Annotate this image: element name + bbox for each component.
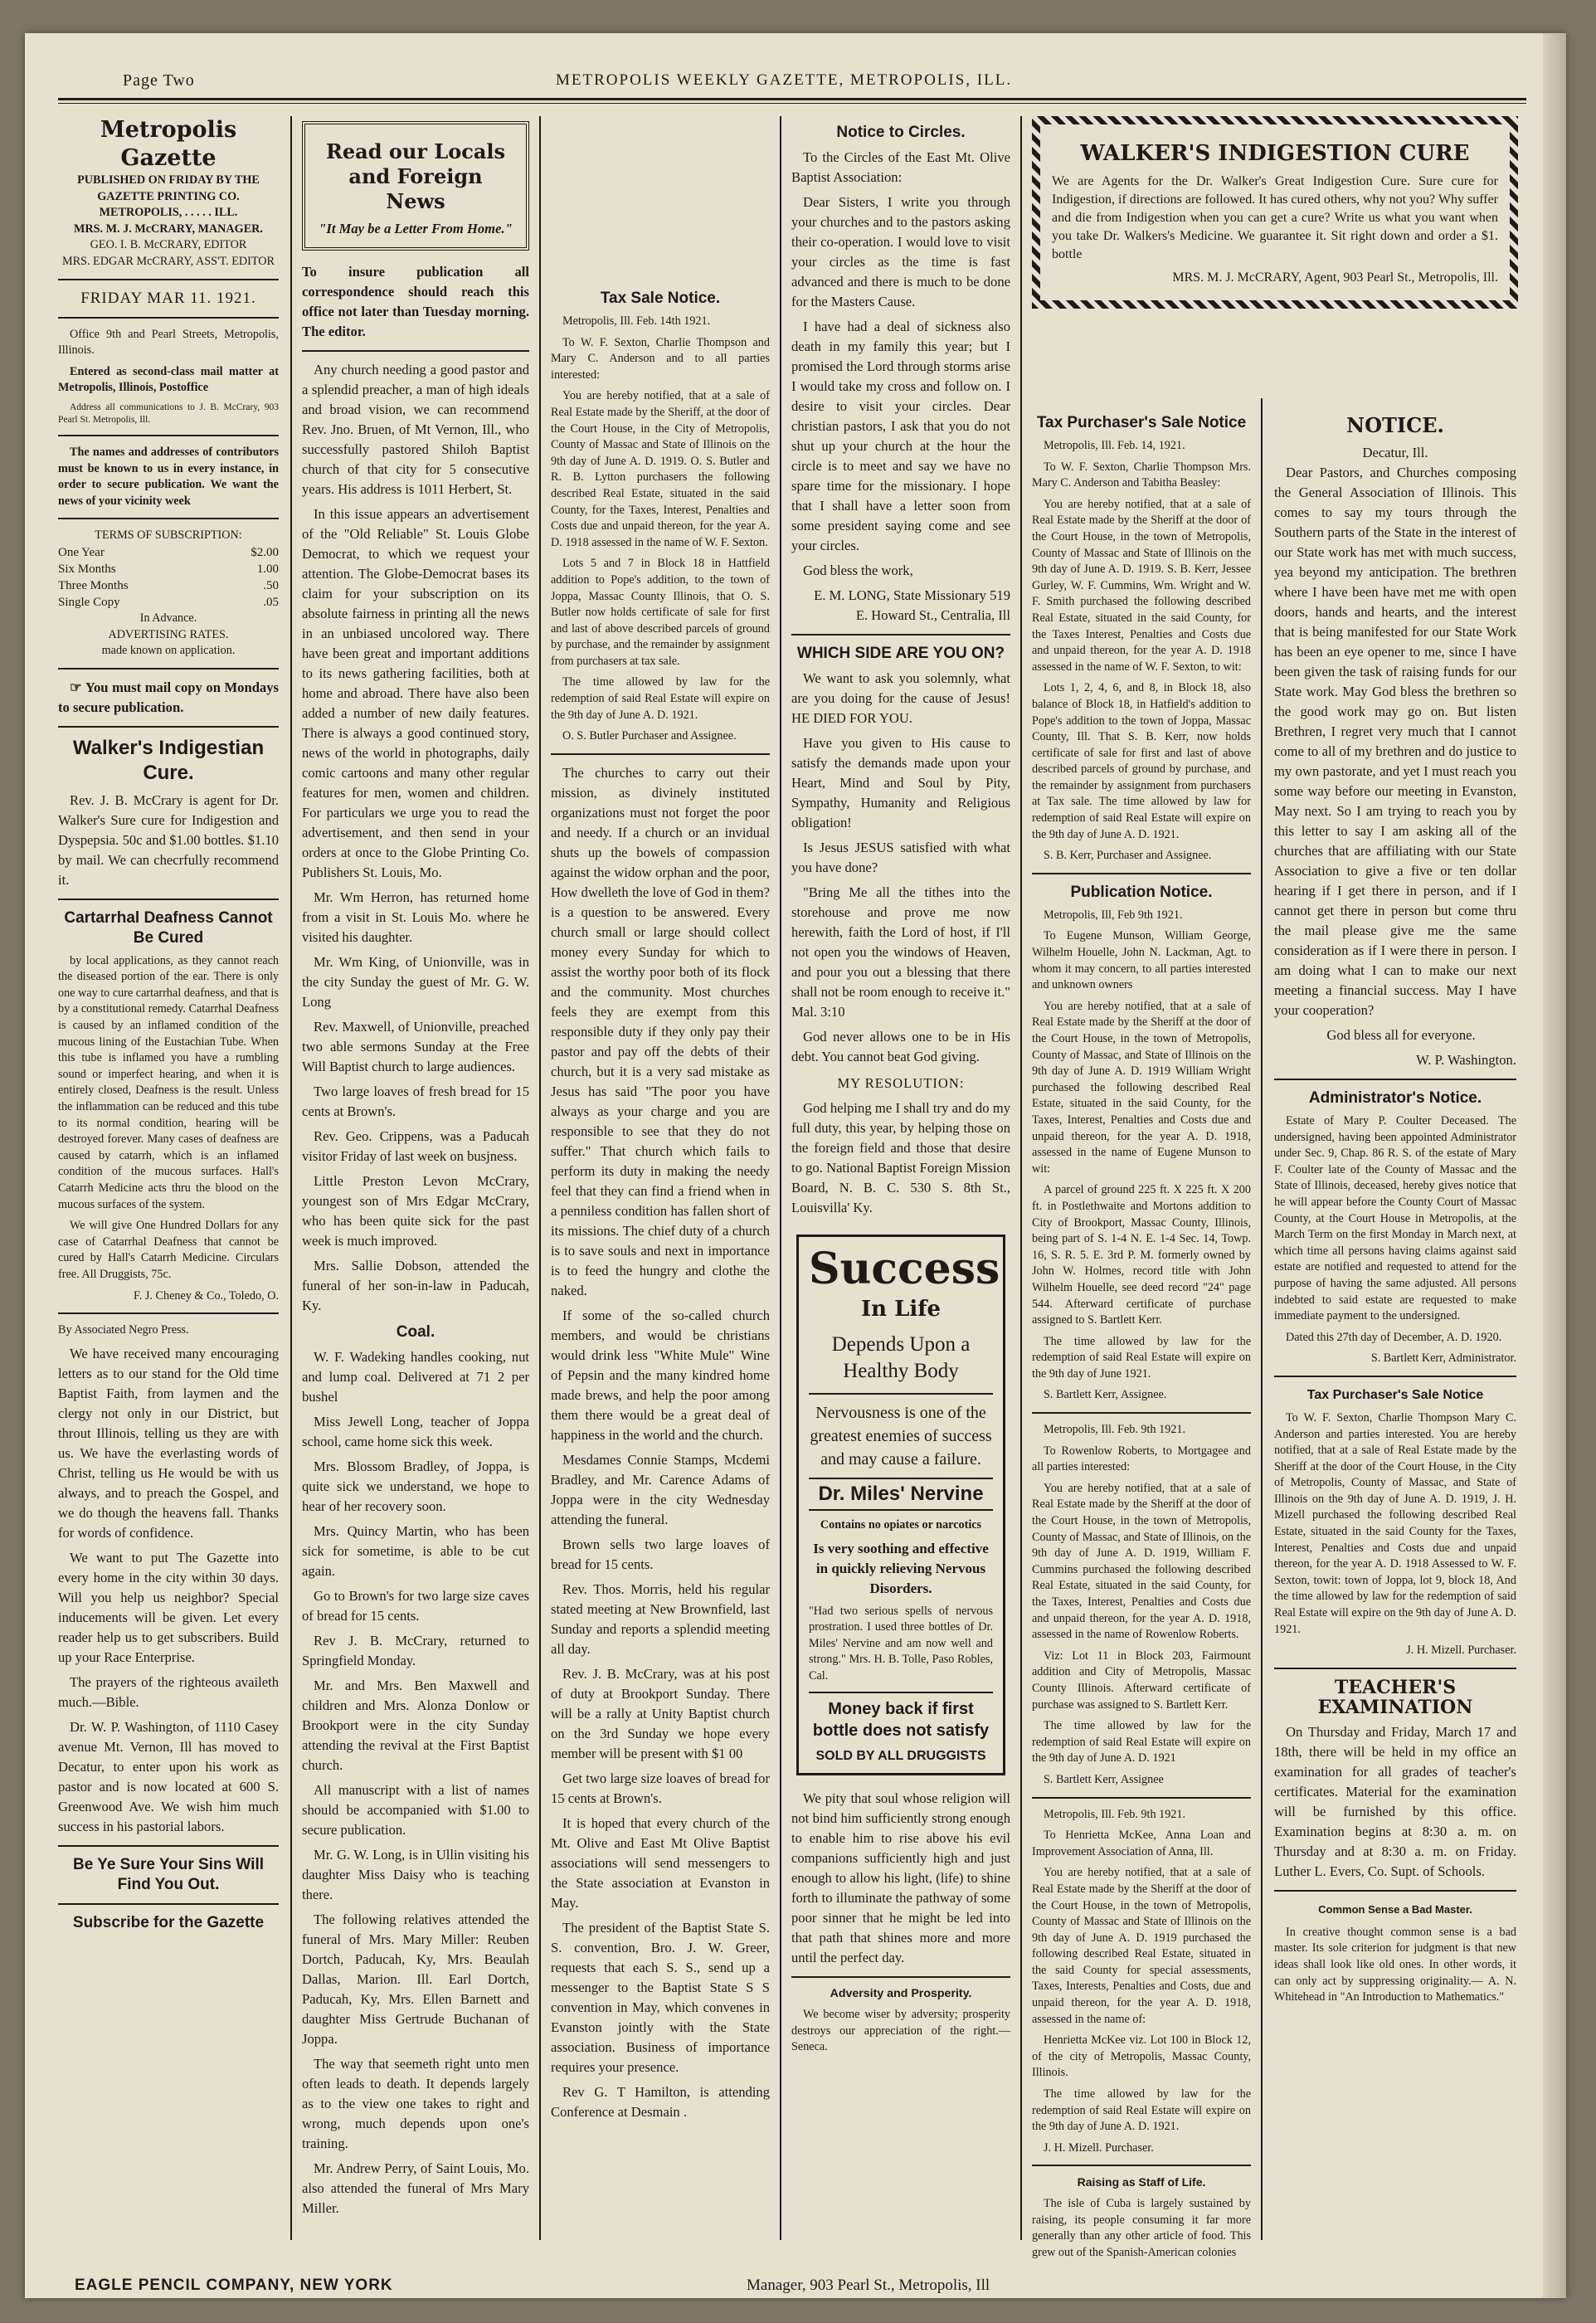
paragraph: You are hereby notified, that at a sale of Real Estate made by the Sheriff at the door of the Court House, in the town of Metropolis, County of Massac, and State of Illinois on the 9th day of June A. D. 1919 William Wright purchased the following described Real Estate, situated in the said County, for the Taxes, Interest, Penalties and Costs due and unpaid thereon, for the year A. D. 1918, assessed in the name of Eugene Munson to wit:: [1032, 999, 1251, 1176]
column-5: [1032, 407, 1252, 2259]
masthead-manager: MRS. M. J. McCRARY, MANAGER.: [74, 222, 263, 236]
masthead-published: PUBLISHED ON FRIDAY BY THE GAZETTE PRINTING CO.: [77, 173, 260, 203]
paragraph: To Henrietta McKee, Anna Loan and Improvement Association of Anna, Ill.: [1032, 1829, 1251, 1858]
notice-sig: W. P. Washington.: [1416, 1052, 1516, 1068]
terms-label: Six Months: [58, 562, 116, 576]
nervine-ad-money: Money back if first bottle does not satisfy: [809, 1692, 993, 1741]
paragraph: Rev J. B. McCrary, returned to Springfield Monday.: [302, 1633, 529, 1668]
comm-address: Address all communications to J. B. McCrary, 903 Pearl St. Metropolis, Ill.: [58, 402, 279, 425]
paragraph: Viz: Lot 11 in Block 203, Fairmount addition and City of Metropolis, Massac County Illinois. Afterward certificate of purchase was assigned to S. Bartlett Kerr.: [1032, 1649, 1251, 1712]
paragraph: Two large loaves of fresh bread for 15 cents at Brown's.: [302, 1084, 529, 1119]
paragraph: I have had a deal of sickness also death in my family this year; but I promised the Lord through storms arise I would take my cross and follow on. I desire to visit your circles. Dear christian pastors, I ask that you do not shut up your church at the hour the circle is to meet and say we have no spare time for the missionary. I hope that I shall have a letter soon from some president saying come and see your circles.: [791, 319, 1010, 553]
col2-paragraphs: [302, 360, 529, 1316]
terms-price: $2.00: [251, 545, 279, 559]
tps2-sig: J. H. Mizell. Purchaser.: [1406, 1644, 1516, 1658]
which-side-title: WHICH SIDE ARE YOU ON?: [796, 645, 1005, 662]
mail-note: ☞ You must mail copy on Mondays to secure publication.: [58, 679, 279, 715]
paragraph: The churches to carry out their mission, as divinely instituted organizations must not forget the poor and needy. If a church or an invidual shuts up the bowels of compassion against the widow orphan and the poor, How dwelleth the love of God in them? is a question to be answered. Every church small or large should collect money every Sunday for which to assist the worthy poor both of its flock and the community. Most churches feels they are exempt from this responsible duty if they only pay their pastor and pay off the debts of their church, but it is a very sad mistake as Jesus has said "The poor you have always as your charge and you are responsible to see that they do not suffer." That church which fails to perform its duty in making the needy feel that they can find a friend when in a penniless condition has fallen short of its missions. The chief duty of a church is to save souls and next in importance is to feed the hungry and clothe the naked.: [551, 764, 770, 1298]
paragraph: S. B. Kerr, Purchaser and Assignee.: [1044, 849, 1212, 863]
publication-body: [1032, 908, 1251, 1404]
teacher-body: On Thursday and Friday, March 17 and 18th, there will be held in my office an examination for all grades of teacher's certificates. Material for the examination will be furnished by this office. Examination begins at 8:30 a. m. on Thursday and at 8:30 a. m. on Friday. Luther L. Evers, Co. Supt. of Schools.: [1274, 1723, 1516, 1879]
nervine-ad: [796, 1235, 1005, 1775]
notice-body: Dear Pastors, and Churches composing the General Association of Illinois. This comes to say my tours through the Southern parts of the State in the interest of our State work has met with much success, yea beyond my anticipation. The brethren where I have been have met me with open doors, hands and hearts, and the interest that is being manifested for our State Work has been an eye opener to me, since I have been given the task of raising funds for our State work. May God bless the brethren so the good work may go on. But listen Brethren, I regret very much that I cannot come to all of my brethren and do justice to my own pastorate, and yet I must reach you some way before our meeting in Evanston, May next. So I am trying to reach you by this letter to say I am asking all of the churches that are affiliating with our State Association to give a five or ten dollar hearing if I get there in person, and if I cannot get there in person but come thru the mail please give me the same consideration as if I were there in person. I am doing what I can to make our next meeting a financial success. May I have your cooperation?: [1274, 465, 1516, 1018]
paragraph: It is hoped that every church of the Mt. Olive and East Mt Olive Baptist associations will send messengers to the State association at Evanston in May.: [551, 1814, 770, 1911]
paragraph: The following relatives attended the funeral of Mrs. Mary Miller: Reuben Dortch, Paducah, Ky, Mrs. Beaulah Dallas, Marion. Ill. Earl Dortch, Paducah, Ky, Mrs. Ellen Barnett and daughter Miss Gertrude Buchanan of Joppa.: [302, 1911, 529, 2047]
paragraph: O. S. Butler Purchaser and Assignee.: [562, 729, 737, 743]
column-rule: [1261, 398, 1263, 2240]
paragraph: Mrs. Blossom Bradley, of Joppa, is quite sick we understand, we hope to hear of her recovery soon.: [302, 1459, 529, 1514]
paragraph: To W. F. Sexton, Charlie Thompson Mrs. Mary C. Anderson and Tabitha Beasley:: [1032, 460, 1251, 490]
issue-date: FRIDAY MAR 11. 1921.: [80, 289, 256, 307]
paragraph: Metropolis, Ill, Feb 9th 1921.: [1044, 908, 1183, 922]
newspaper-page: [25, 33, 1566, 2298]
paragraph: S. Bartlett Kerr, Assignee: [1044, 1772, 1164, 1786]
column-rule: [1020, 116, 1022, 2240]
paragraph: God bless the work,: [803, 562, 913, 578]
pity-para: We pity that soul whose religion will not bind him sufficiently strong enough to enable him to rise above his evil companions sufficiently high and just enough to allow his light, (life) to shine forth to illuminate the pathway of some poor sinner that he might be led into that path that shines more and more until the perfect day.: [791, 1790, 1010, 1965]
paragraph: God never allows one to be in His debt. You cannot beat God giving.: [791, 1029, 1010, 1064]
column-1: [58, 116, 279, 2207]
circles-body: [791, 148, 1010, 581]
adv-rates-note: made known on application.: [101, 644, 236, 658]
paragraph: Rev. Thos. Morris, held his regular stated meeting at New Brownfield, last Sunday and reports a splendid meeting all day.: [551, 1580, 770, 1657]
paragraph: Mrs. Quincy Martin, who has been sick for sometime, is able to be cut again.: [302, 1523, 529, 1579]
walker-banner-title: WALKER'S INDIGESTION CURE: [1080, 141, 1470, 166]
admin-sig: S. Bartlett Kerr, Administrator.: [1370, 1351, 1516, 1366]
names-note: The names and addresses of contributors must be known to us in every instance, in order to secure publication. We want the news of your vicinity week: [58, 445, 279, 508]
newspaper-title: METROPOLIS WEEKLY GAZETTE, METROPOLIS, ILL.: [556, 71, 1013, 89]
header-rule-thin: [58, 103, 1526, 104]
terms-label: Three Months: [58, 578, 129, 592]
paragraph: If some of the so-called church members, and would be christians would drink less "White Mule" Wine of Pepsin and the many kindred home made brews, and help the poor among them there would be a great deal of happiness in the world and the church.: [551, 1307, 770, 1443]
hand-pointer-icon: ☞: [70, 679, 82, 695]
col3-paragraphs: [551, 763, 770, 2122]
terms-row: [58, 544, 279, 561]
paragraph: You are hereby notified, that at a sale of Real Estate made by the Sheriff at the door of the Court House, in the town of Metropolis, County of Massac and State of Illinois on the 9th day of June A. D. 1919 purchased the following described Real Estate, situated in the said County for special assessments, Taxes, Interests, Penalties and Costs, due and unpaid thereon, for the year A. D. 1918, assessed in the name of:: [1032, 1866, 1251, 2026]
paragraph: Mr. Wm Herron, has returned home from a visit in St. Louis Mo. where he visited his daughter.: [302, 889, 529, 945]
paragraph: Mr. G. W. Long, is in Ullin visiting his daughter Miss Daisy who is teaching there.: [302, 1847, 529, 1902]
insure-note: To insure publication all correspondence should reach this office not later than Tuesday morning. The editor.: [302, 264, 529, 339]
resolution-body: God helping me I shall try and do my full duty, this year, by helping those on the foreign field and those that desire to go. National Baptist Foreign Mission Board, N. B. C. 530 S. 8th St., Louisvilla' Ky.: [791, 1100, 1010, 1215]
adversity-body: We become wiser by adversity; prosperity destroys our appreciation of the right.—Seneca.: [791, 2008, 1010, 2054]
paragraph: Any church needing a good pastor and a splendid preacher, a man of high ideals and broad vision, we can recommend Rev. Jno. Bruen, of Mt Vernon, Ill., who successfully pastored Shiloh Baptist church of that city for 5 consecutive years. His address is 1011 Herbert, St.: [302, 362, 529, 497]
common-sense-body: In creative thought common sense is a bad master. Its sole criterion for judgment is that new ideas shall look like old ones. In other words, it can only act by suppressing originality.— A. N. Whitehead in "An Introduction to Mathematics.": [1274, 1925, 1516, 2004]
which-side-body: [791, 669, 1010, 1067]
locals-sub: "It May be a Letter From Home.": [319, 221, 513, 236]
paragraph: You are hereby notified, that at a sale of Real Estate made by the Sheriff, at the door of the Court House, in the City of Metropolis, County of Massac and State of Illinois on the 9th day of June A. D. 1919. O. S. Butler and R. B. Lytton purchasers the following described Real Estate, situated in the said County, for the Taxes, Interest, Penalties and Costs due and unpaid thereon, for the year A. D. 1918 assessed in the name of W. F. Sexton.: [551, 389, 770, 549]
paragraph: Rev. Maxwell, of Unionville, preached two able sermons Sunday at the Free Will Baptist church to large audiences.: [302, 1019, 529, 1074]
deafness-sig: F. J. Cheney & Co., Toledo, O.: [134, 1288, 279, 1303]
paragraph: Brown sells two large loaves of bread for 15 cents.: [551, 1536, 770, 1572]
paragraph: In this issue appears an advertisement of the "Old Reliable" St. Louis Globe Democrat, to which we request your attention. The Globe-Democrat bases its claim for your subscription on its absolute fairness in printing all the news in an unbiased uncolored way. There have been great and important additions to its news gathering facilities, both at home and abroad. There have also been added a number of new daily features. There is always a good continued story, news of the world in photographs, daily comic cartoons and many other regular features for men, women and children. For particulars we urge you to read the advertisement, and then send in your orders at once to the Globe Printing Co. Publishers St. Louis, Mo.: [302, 506, 529, 880]
paragraph: Metropolis, Ill. Feb. 14, 1921.: [1044, 439, 1185, 452]
paragraph: Go to Brown's for two large size caves of bread for 15 cents.: [302, 1588, 529, 1624]
paragraph: Rev G. T Hamilton, is attending Conference at Desmain .: [551, 2083, 770, 2120]
nervine-ad-sub: In Life: [860, 1297, 941, 1322]
paragraph: You are hereby notified, that at a sale of Real Estate made by the Sheriff at the door of the Court House, in the town of Metropolis, County of Massac, and State of Illinois, on the 9th day of June A. D. 1919, William F. Cummins purchased the following described Real Estate, situated in the said County, for the Taxes, Interest, Penalties and Costs due and unpaid thereon, for the year A. D. 1918, assessed in the name of Rowenlow Roberts.: [1032, 1481, 1252, 1642]
adv-rates-title: ADVERTISING RATES.: [108, 627, 229, 641]
notice-title: NOTICE.: [1346, 413, 1444, 437]
page-edge: [1543, 33, 1566, 2298]
paragraph: Mesdames Connie Stamps, Mcdemi Bradley, and Mr. Carence Adams of Joppa were in the city Wednesday attending the funeral.: [551, 1451, 770, 1527]
walker-banner: [1032, 116, 1518, 309]
common-sense-title: Common Sense a Bad Master.: [1318, 1902, 1472, 1916]
terms-price: .50: [263, 578, 279, 592]
tps2-body: To W. F. Sexton, Charlie Thompson Mary C. Anderson and parties interested. You are hereby notified, that at a sale of Real Estate made by the Sheriff at the door of the Court House, in the City of Metropolis, County of Massac, and State of Illinois on the 9th day of June A. D. 1919, J. H. Mizell purchased the following described Real Estate, situated in the said County for the Taxes, Interest, Penalties and Costs due and unpaid thereon, for the year A. D. 1918 Assessed to W. F. Sexton, towit: town of Joppa, lot 9, block 18, And the time allowed by law for the redemption of said Real Estate will expire on the 9th day of June A. D. 1921.: [1274, 1410, 1516, 1636]
paragraph: S. Bartlett Kerr, Assignee.: [1044, 1388, 1167, 1402]
paragraph: Metropolis, Ill. Feb. 14th 1921.: [562, 314, 711, 328]
paragraph: Get two large size loaves of bread for 15 cents at Brown's.: [551, 1770, 770, 1806]
paragraph: The time allowed by law for the redemption of said Real Estate will expire on the 9th day of June 1921.: [1032, 1334, 1251, 1381]
col1-para: Dr. W. P. Washington, of 1110 Casey avenue Mt. Vernon, Ill has moved to Decatur, to enter upon his work as pastor and is now located at 600 S. Greenwood Ave. We wish him much success in his pastorial labors.: [58, 1718, 279, 1834]
page-footer: [25, 2270, 1566, 2298]
sins-slogan: Be Ye Sure Your Sins Will Find You Out.: [72, 1855, 265, 1893]
paragraph: The time allowed by law for the redemption of said Real Estate will expire on the 9th day of June A. D. 1921.: [551, 675, 770, 722]
subscribe-slogan: Subscribe for the Gazette: [72, 1913, 265, 1931]
terms-price: 1.00: [256, 562, 279, 576]
entered-note: Entered as second-class mail matter at Metropolis, Illinois, Postoffice: [58, 364, 279, 395]
coal-title: Coal.: [396, 1323, 435, 1341]
nervine-ad-body: Nervousness is one of the greatest enemies of success and may cause a failure.: [810, 1404, 992, 1468]
paragraph: The time allowed by law for the redemption of said Real Estate will expire on the 9th day of June A. D. 1921: [1032, 1719, 1251, 1765]
paragraph: Dear Sisters, I write you through your churches and to the pastors asking their co-operation. I would love to visit your circles as the time is fast advanced and there is much to be done for the Masters Cause.: [791, 194, 1010, 309]
notice-place: Decatur, Ill.: [1362, 445, 1428, 460]
paragraph: "Bring Me all the tithes into the storehouse and prove me now herewith, faith the Lord of host, if I'll not open you the windows of Heaven, and pour you out a blessing that there shall not be room enough to receive it." Mal. 3:10: [791, 884, 1010, 1020]
resolution-title: MY RESOLUTION:: [837, 1075, 965, 1091]
paragraph: J. H. Mizell. Purchaser.: [1044, 2140, 1154, 2155]
tps-body: [1032, 438, 1251, 864]
paragraph: We want to ask you solemnly, what are you doing for the cause of Jesus! HE DIED FOR YOU.: [791, 670, 1010, 726]
circles-title: Notice to Circles.: [836, 124, 966, 141]
paragraph: To Rowenlow Roberts, to Mortgagee and all parties interested:: [1032, 1444, 1251, 1474]
deafness-body: by local applications, as they cannot reach the diseased portion of the ear. There is only one way to cure cartarrhal deafness, and that is by a constitutional remedy. Catarrhal Deafness is caused by an inflamed condition of the mucous lining of the Eustachian Tube. When this tube is inflamed you have a rumbling sound or imperfect hearing, and when it is entirely closed, Deafness is the result. Unless the inflammation can be reduced and this tube to its normal condition, hearing will be destroyed forever. Many cases of deafness are caused by catarrh, which is an inflamed condition of the mucous surfaces. Hall's Catarrh Medicine acts thru the blood on the mucous surfaces of the system.: [58, 953, 279, 1211]
tps2-title: Tax Purchaser's Sale Notice: [1306, 1387, 1484, 1402]
paragraph: All manuscript with a list of names should be accompanied with $1.00 to secure publication.: [302, 1782, 529, 1838]
tps-title: Tax Purchaser's Sale Notice: [1036, 414, 1247, 431]
paragraph: Metropolis, Ill. Feb. 9th 1921.: [1044, 1807, 1186, 1821]
masthead-place: METROPOLIS, . . . . . ILL.: [99, 206, 238, 220]
teacher-title: TEACHER'S EXAMINATION: [1317, 1676, 1473, 1718]
paragraph: Lots 1, 2, 4, 6, and 8, in Block 18, also balance of Block 18, in Hatfield's addition to Pope's addition to the town of Joppa, Massac County, Ill. That S. B. Kerr, now holds certificate of sale for first and last of above described parcels of ground by purchase, and the remainder by assignment from purchasers at Tax sale. The time allowed by law for redemption of said Real Estate will expire on the 9th day of June A. D. 1921.: [1032, 681, 1251, 841]
notice-3-body: [1032, 1807, 1251, 2157]
paragraph: Henrietta McKee viz. Lot 100 in Block 12, of the city of Metropolis, Massac County, Illinois.: [1032, 2033, 1251, 2080]
paragraph: A parcel of ground 225 ft. X 225 ft. X 200 ft. in Postlethwaite and Mortons addition to City of Brookport, Massac County, Illinois, being part of S. 1-4 N. E. 1-4 Sec. 14, Towp. 16, S. R. 5. E. 3rd P. M. formerly owned by John W. Holmes, record title with John Wilhelm Houelle, see deed record "24" page 544. Afterward certificate of purchase assigned to S. Bartlett Kerr.: [1032, 1183, 1251, 1327]
notice-2-body: [1032, 1422, 1251, 1788]
nervine-ad-quote: "Had two serious spells of nervous prostration. I used three bottles of Dr. Miles' Nervine and am now well and strong." Mrs. H. B. Tolle, Paso Robles, Cal.: [809, 1604, 993, 1683]
deafness-title: Cartarrhal Deafness Cannot Be Cured: [64, 908, 273, 947]
walker-ad-body: Rev. J. B. McCrary is agent for Dr. Walker's Sure cure for Indigestion and Dyspepsia. 50c and $1.00 bottles. $1.10 by mail. We can checrfully recommend it.: [58, 791, 279, 888]
paragraph: Mr. Wm King, of Unionville, was in the city Sunday the guest of Mr. G. W. Long: [302, 954, 529, 1010]
office-address: Office 9th and Pearl Streets, Metropolis, Illinois.: [58, 327, 279, 358]
paragraph: Mr. Andrew Perry, of Saint Louis, Mo. also attended the funeral of Mrs Mary Miller.: [302, 2160, 529, 2216]
paragraph: Metropolis, Ill. Feb. 9th 1921.: [1044, 1423, 1186, 1437]
paragraph: Mrs. Sallie Dobson, attended the funeral of her son-in-law in Paducah, Ky.: [302, 1258, 529, 1313]
column-4: [791, 116, 1010, 2207]
masthead-editor: GEO. I. B. McCRARY, EDITOR: [90, 238, 247, 252]
column-3: [551, 116, 770, 2207]
locals-title: Read our Locals and Foreign News: [325, 139, 506, 213]
deafness-offer: We will give One Hundred Dollars for any case of Catarrhal Deafness that cannot be cured by Hall's Catarrh Medicine. Circulars free. All Druggists, 75c.: [58, 1219, 279, 1281]
nervine-ad-product: Dr. Miles' Nervine: [809, 1478, 993, 1511]
circles-sig: E. M. LONG, State Missionary 519 E. Howard St., Centralia, Ill: [814, 587, 1010, 623]
paragraph: The way that seemeth right unto men often leads to death. It depends largely as to the view one takes to right and wrong, much depends upon one's training.: [302, 2056, 529, 2151]
col1-para: The prayers of the righteous availeth much.—Bible.: [58, 1673, 279, 1710]
footer-left: EAGLE PENCIL COMPANY, NEW YORK: [75, 2277, 393, 2294]
page-number: Page Two: [123, 71, 195, 90]
admin-body: Estate of Mary P. Coulter Deceased. The undersigned, having been appointed Administrator under Sec. 9, Chap. 86 R. S. of the estate of Mary F. Coulter late of the County of Massac and the State of Illinois, deceased, hereby gives notice that he will appear before the County Court of Massac County, at the Court House in Metropolis, at the March Term on the first Monday in March next, at which time all persons having claims against said estate are notified and requested to attend for the purpose of having the same adjusted. All persons indebted to said estate are requested to make immediate payment to the undersigned.: [1274, 1114, 1516, 1323]
tax-sale-body: [551, 314, 770, 745]
paragraph: Rev. J. B. McCrary, was at his post of duty at Brookport Sunday. There will be a rally at Unity Baptist church on the 3rd Sunday we hope every member will be present with $1 00: [551, 1665, 770, 1761]
terms-title: TERMS OF SUBSCRIPTION:: [95, 528, 242, 543]
column-rule: [539, 116, 541, 2240]
admin-title: Administrator's Notice.: [1308, 1089, 1482, 1107]
paragraph: To the Circles of the East Mt. Olive Baptist Association:: [791, 149, 1010, 185]
column-rule: [290, 116, 292, 2240]
column-6: [1274, 407, 1516, 2232]
paragraph: Is Jesus JESUS satisfied with what you have done?: [791, 840, 1010, 875]
paragraph: Lots 5 and 7 in Block 18 in Hattfield addition to Pope's addition, to the town of Joppa, Massac County Illinois, that O. S. Butler now holds certificate of sale for first and last of above described parcels of ground by purchase, and the remainder by assignment from purchasers at tax sale.: [551, 557, 770, 668]
nervine-ad-sold: SOLD BY ALL DRUGGISTS: [815, 1748, 986, 1763]
raising-title: Raising as Staff of Life.: [1077, 2175, 1206, 2189]
paragraph: The time allowed by law for the redemption of said Real Estate will expire on the 9th day of June A. D. 1921.: [1032, 2087, 1251, 2134]
header-rule: [58, 98, 1526, 100]
terms-list: [58, 544, 279, 611]
walker-banner-col: [1032, 116, 1518, 390]
paragraph: The president of the Baptist State S. S. convention, Bro. J. W. Greer, requests that each S. S., send up a messenger to the Baptist State S S convention in May, which convenes in Evanston jointly with the State association. Business of importance requires your presence.: [551, 1919, 770, 2075]
adversity-title: Adversity and Prosperity.: [830, 1986, 972, 2000]
admin-date: Dated this 27th day of December, A. D. 1920.: [1286, 1330, 1502, 1344]
paragraph: To W. F. Sexton, Charlie Thompson and Mary C. Anderson and to all parties interested:: [551, 335, 770, 382]
paragraph: Little Preston Levon McCrary, youngest son of Mrs Edgar McCrary, who has been quite sick for the past week is much improved.: [302, 1173, 529, 1249]
nervine-ad-depends: Depends Upon a Healthy Body: [831, 1333, 971, 1382]
paragraph: To Eugene Munson, William George, Wilhelm Houelle, John N. Lackman, Agt. to whom it may concern, to all parties interested and unknown owners: [1032, 929, 1251, 992]
paragraph: Rev. Geo. Crippens, was a Paducah visitor Friday of last week on busjness.: [302, 1128, 529, 1164]
footer-right: Manager, 903 Pearl St., Metropolis, Ill: [747, 2277, 990, 2294]
masthead-asst: MRS. EDGAR McCRARY, ASS'T. EDITOR: [61, 254, 275, 268]
column-rule: [780, 116, 781, 2240]
paragraph: You are hereby notified, that at a sale of Real Estate made by the Sheriff at the door of the Court House, in the town of Metropolis, County of Massac and State of Illinois on the 9th day of June A. D. 1919. S. B. Kerr, Jessee Gurley, W. F. Cummins, Wm. Wright and W. F. Smith purchased the following described Real Estate, situated in the said County, for the Taxes Interest, Penalties and Costs due and unpaid thereon, for the year A. D. 1918 assessed in the name of W. F. Sexton, to wit:: [1032, 497, 1251, 674]
walker-banner-body: We are Agents for the Dr. Walker's Great Indigestion Cure. Sure cure for Indigestion, if directions are followed. It has cured others, why not you? Why suffer and die from Indigestion when you can get a cure? Write us what you want when you take Dr. Walkers's Medicine. We guarantee it. Sit right down and order a $1. bottle: [1052, 174, 1498, 261]
terms-row: [58, 561, 279, 577]
notice-close: God bless all for everyone.: [1326, 1027, 1476, 1043]
walker-banner-sig: MRS. M. J. McCRARY, Agent, 903 Pearl St., Metropolis, Ill.: [1172, 270, 1498, 285]
paragraph: Mr. and Mrs. Ben Maxwell and children and Mrs. Alonza Donlow or Brookport were in the city Sunday attending the revival at the First Baptist church.: [302, 1678, 529, 1773]
terms-row: [58, 594, 279, 611]
terms-advance: In Advance.: [139, 611, 197, 625]
paragraph: W. F. Wadeking handles cooking, nut and lump coal. Delivered at 71 2 per bushel: [302, 1349, 529, 1405]
nervine-ad-noopiates: Contains no opiates or narcotics: [820, 1518, 982, 1532]
col1-para: We want to put The Gazette into every home in the city within 30 days. Will you help us neighbor? Special inducements will be given. Let every reader help us to get subscribers. Build up your Race Enterprise.: [58, 1549, 279, 1665]
raising-body: The isle of Cuba is largely sustained by raising, its people consuming it far more generally than any other article of food. This grew out of the Spanish-American colonies: [1032, 2197, 1251, 2259]
column-2: [302, 116, 529, 2216]
terms-row: [58, 577, 279, 594]
paragraph: Miss Jewell Long, teacher of Joppa school, came home sick this week.: [302, 1414, 529, 1449]
terms-label: Single Copy: [58, 595, 120, 609]
locals-box: [302, 121, 529, 251]
paragraph: Have you given to His cause to satisfy the demands made upon your Heart, Mind and Soul by Pity, Sympathy, Humanity and Religious obligation!: [791, 735, 1010, 830]
nervine-ad-title: Success: [809, 1244, 1000, 1294]
masthead-name: Metropolis Gazette: [100, 117, 237, 171]
col1-para: We have received many encouraging letters as to our stand for the Old time Baptist Faith, from laymen and the clergy not only in our District, but throut Illinois, telling us they are with us. We have the everlasting words of Christ, telling us He would be with us always, and to preach the Gospel, and we do though the heavens fall. Thanks for words of confidence.: [58, 1345, 279, 1541]
terms-price: .05: [263, 595, 279, 609]
walker-ad-title: Walker's Indigestian Cure.: [72, 736, 265, 784]
tax-sale-title: Tax Sale Notice.: [600, 290, 721, 307]
col2-paragraphs-2: [302, 1347, 529, 2218]
terms-label: One Year: [58, 545, 105, 559]
running-header: [25, 33, 1566, 116]
nervine-ad-effective: Is very soothing and effective in quickly relieving Nervous Disorders.: [813, 1540, 989, 1596]
publication-title: Publication Notice.: [1070, 883, 1213, 901]
press-credit: By Associated Negro Press.: [58, 1323, 189, 1337]
